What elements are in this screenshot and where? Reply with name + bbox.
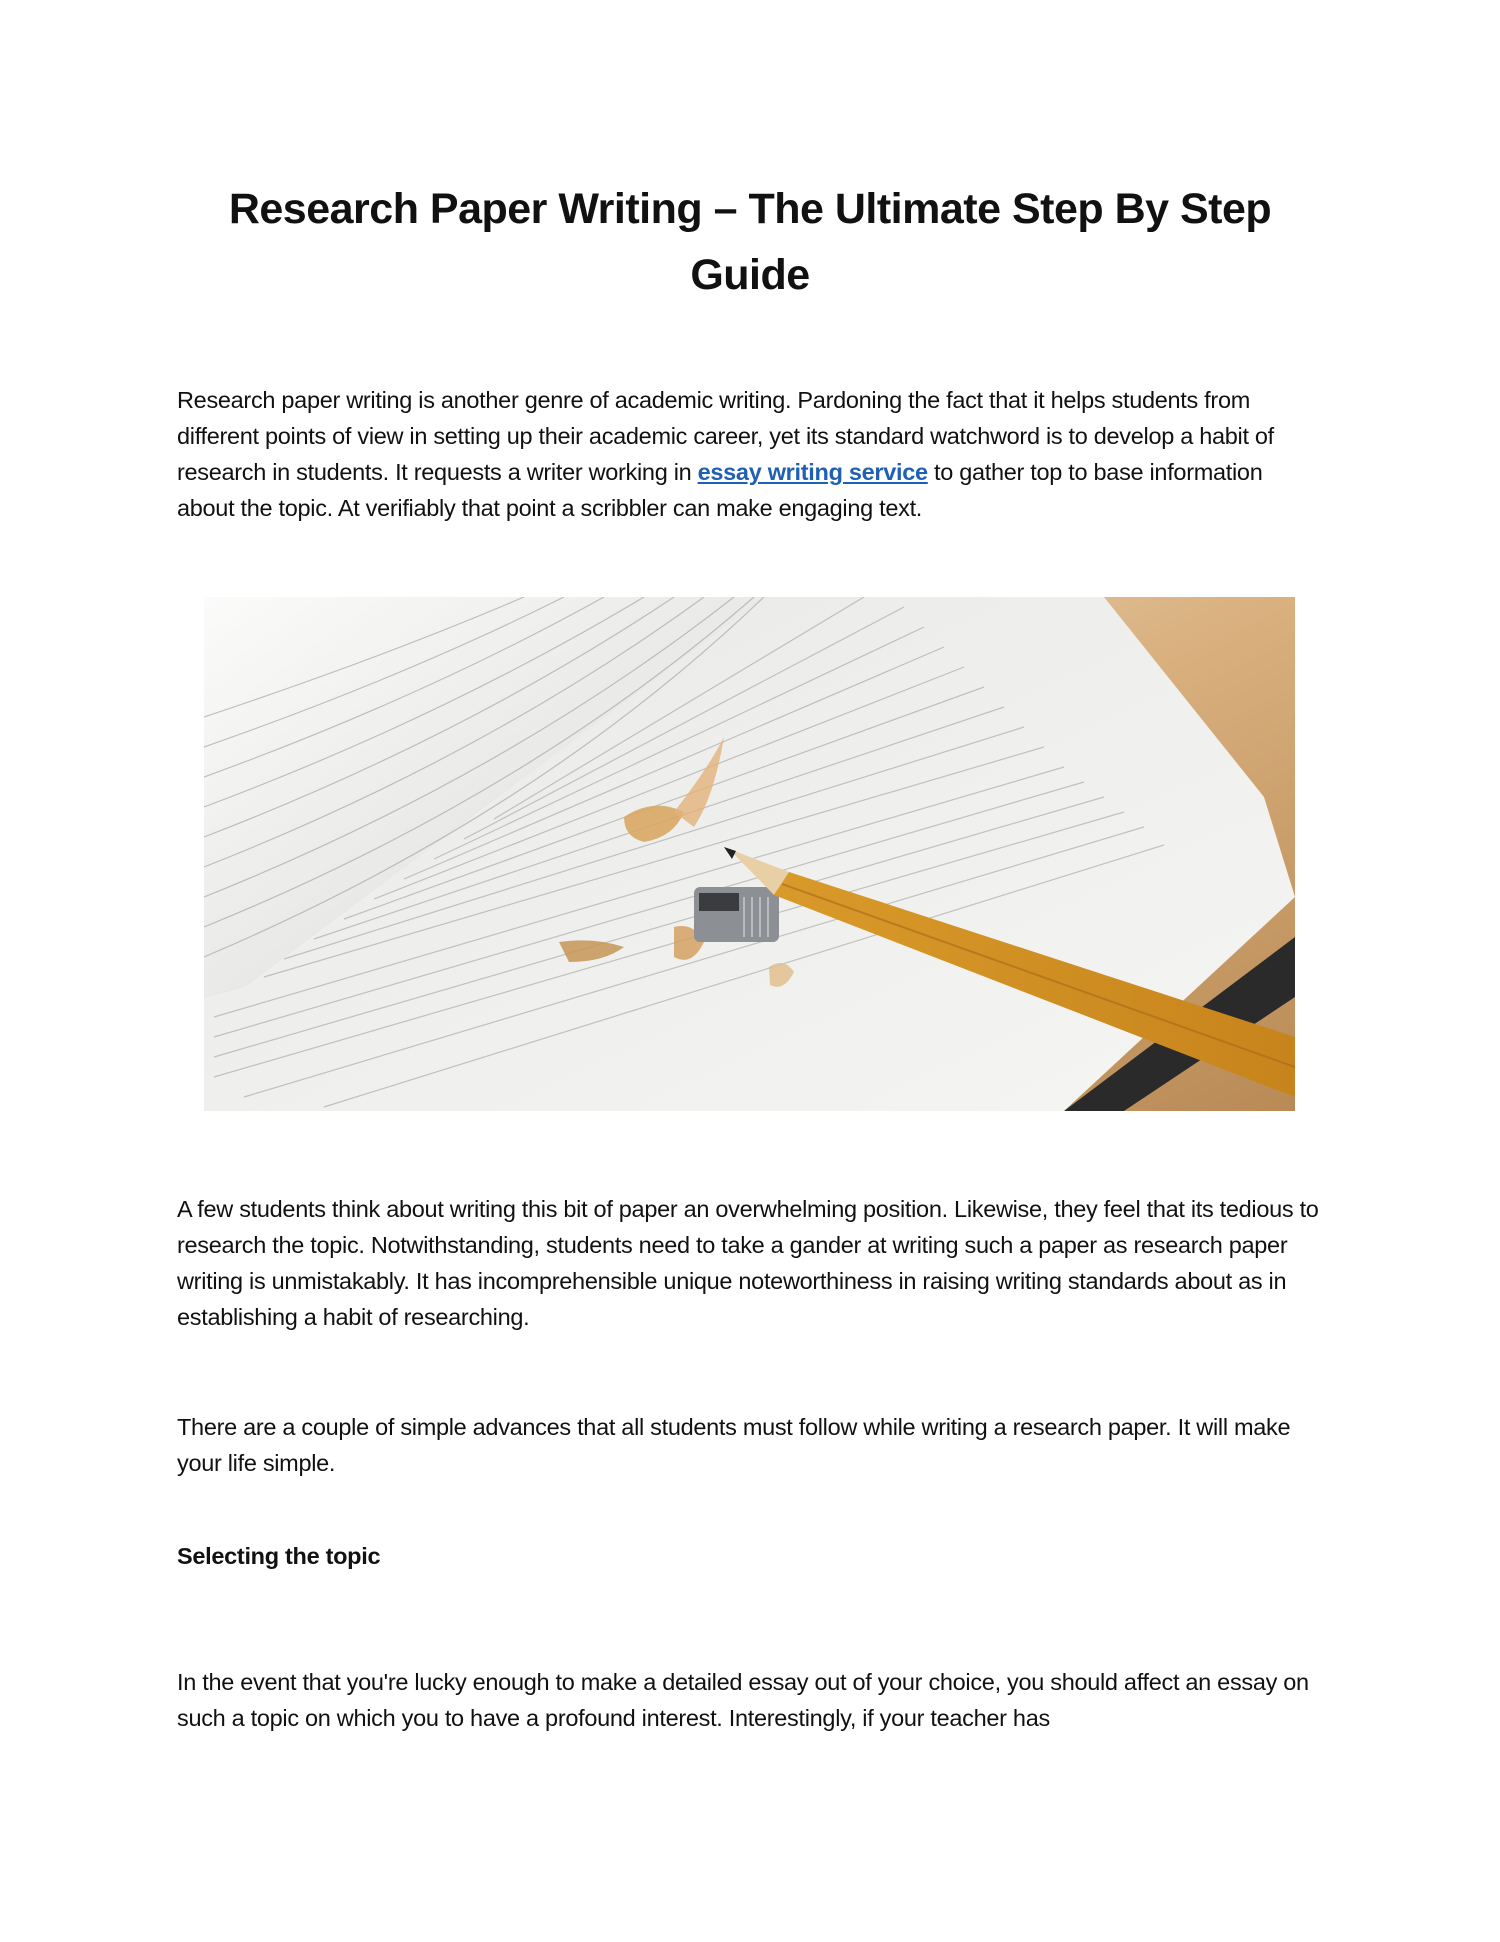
intro-text-before-link: Research paper writing is another genre of academic writing. Pardoning the fact that it helps students from different points of view in setting up their academic career, yet its standard watchword is to develop a habit of research in students. It requests a writer working in	[177, 387, 1274, 485]
paragraph-4: In the event that you're lucky enough to make a detailed essay out of your choice, you should affect an essay on such a topic on which you to have a profound interest. Interestingly, if your teacher has	[177, 1669, 1309, 1731]
intro-paragraph	[177, 382, 1322, 526]
paragraph-2: A few students think about writing this bit of paper an overwhelming position. Likewise, they feel that its tedious to research the topic. Notwithstanding, students need to take a gander at writing such a paper as research paper writing is unmistakably. It has incomprehensible unique noteworthiness in raising writing standards about as in establishing a habit of researching.	[177, 1196, 1319, 1330]
notebook-pencil-image	[204, 597, 1295, 1111]
intro-text-after-link: to gather top to base information about the topic. At verifiably that point a scribbler can make engaging text.	[177, 459, 1263, 521]
essay-writing-service-link[interactable]: essay writing service	[697, 459, 928, 485]
section-heading: Selecting the topic	[177, 1543, 381, 1569]
photo-illustration	[204, 597, 1295, 1111]
page-title: Research Paper Writing – The Ultimate Step By Step Guide	[228, 185, 1272, 299]
paragraph-3: There are a couple of simple advances that all students must follow while writing a research paper. It will make your life simple.	[177, 1414, 1291, 1476]
